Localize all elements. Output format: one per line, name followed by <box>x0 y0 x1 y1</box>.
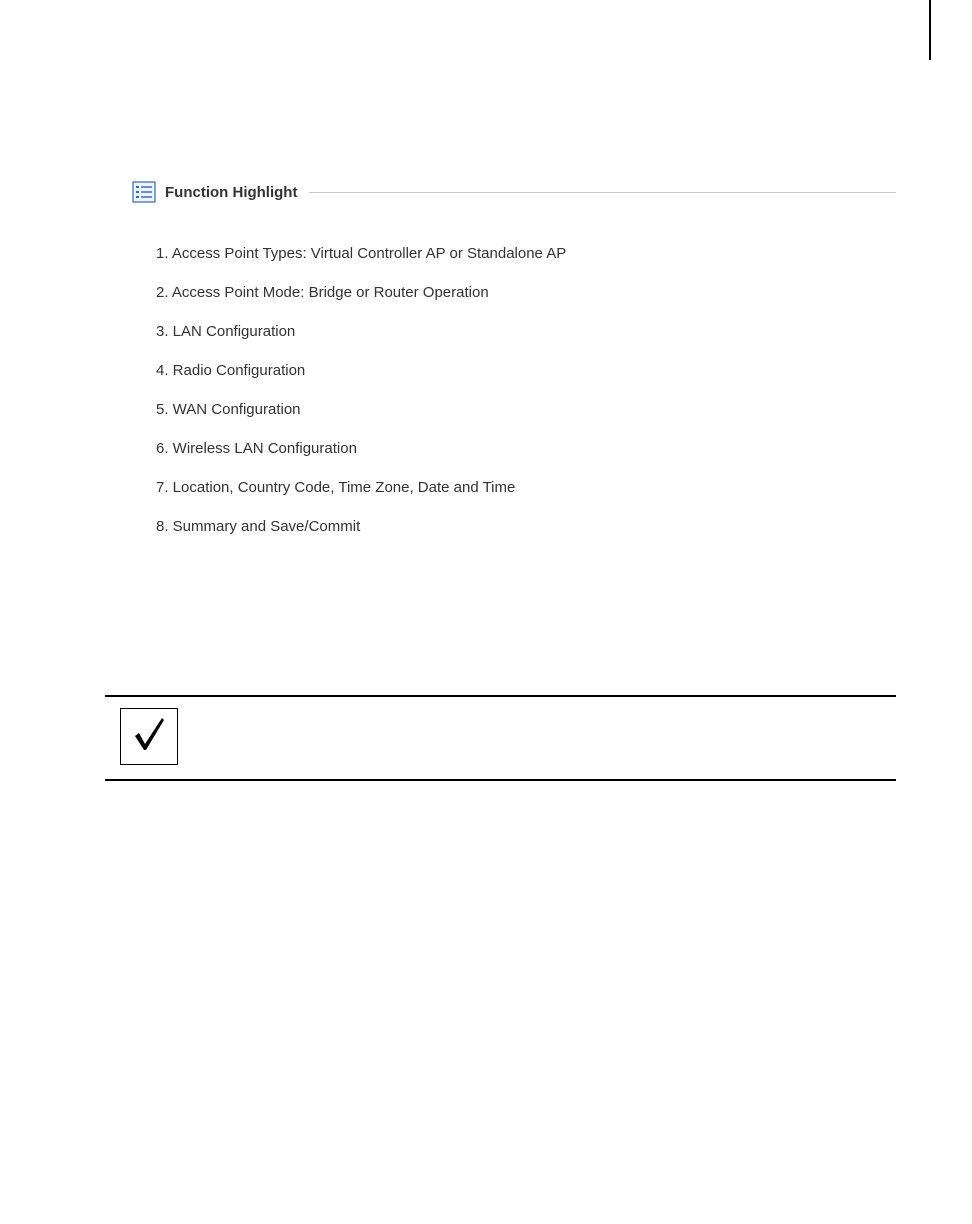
list-item: 8. Summary and Save/Commit <box>156 518 361 535</box>
list-item: 1. Access Point Types: Virtual Controller AP or Standalone AP <box>156 245 567 262</box>
list-item: 2. Access Point Mode: Bridge or Router Operation <box>156 284 489 301</box>
list-icon <box>132 181 156 203</box>
section-divider <box>309 192 896 193</box>
function-highlight-header <box>132 180 896 204</box>
list-item: 4. Radio Configuration <box>156 362 306 379</box>
page-edge-line <box>929 0 931 60</box>
list-item: 3. LAN Configuration <box>156 323 296 340</box>
function-list <box>156 240 566 552</box>
list-item: 7. Location, Country Code, Time Zone, Date and Time <box>156 479 516 496</box>
note-bottom-rule <box>105 779 896 781</box>
note-box <box>120 708 178 765</box>
note-top-rule <box>105 695 896 697</box>
list-item: 5. WAN Configuration <box>156 401 301 418</box>
section-title: Function Highlight <box>165 183 298 201</box>
list-item: 6. Wireless LAN Configuration <box>156 440 357 457</box>
checkmark-icon <box>129 714 169 759</box>
